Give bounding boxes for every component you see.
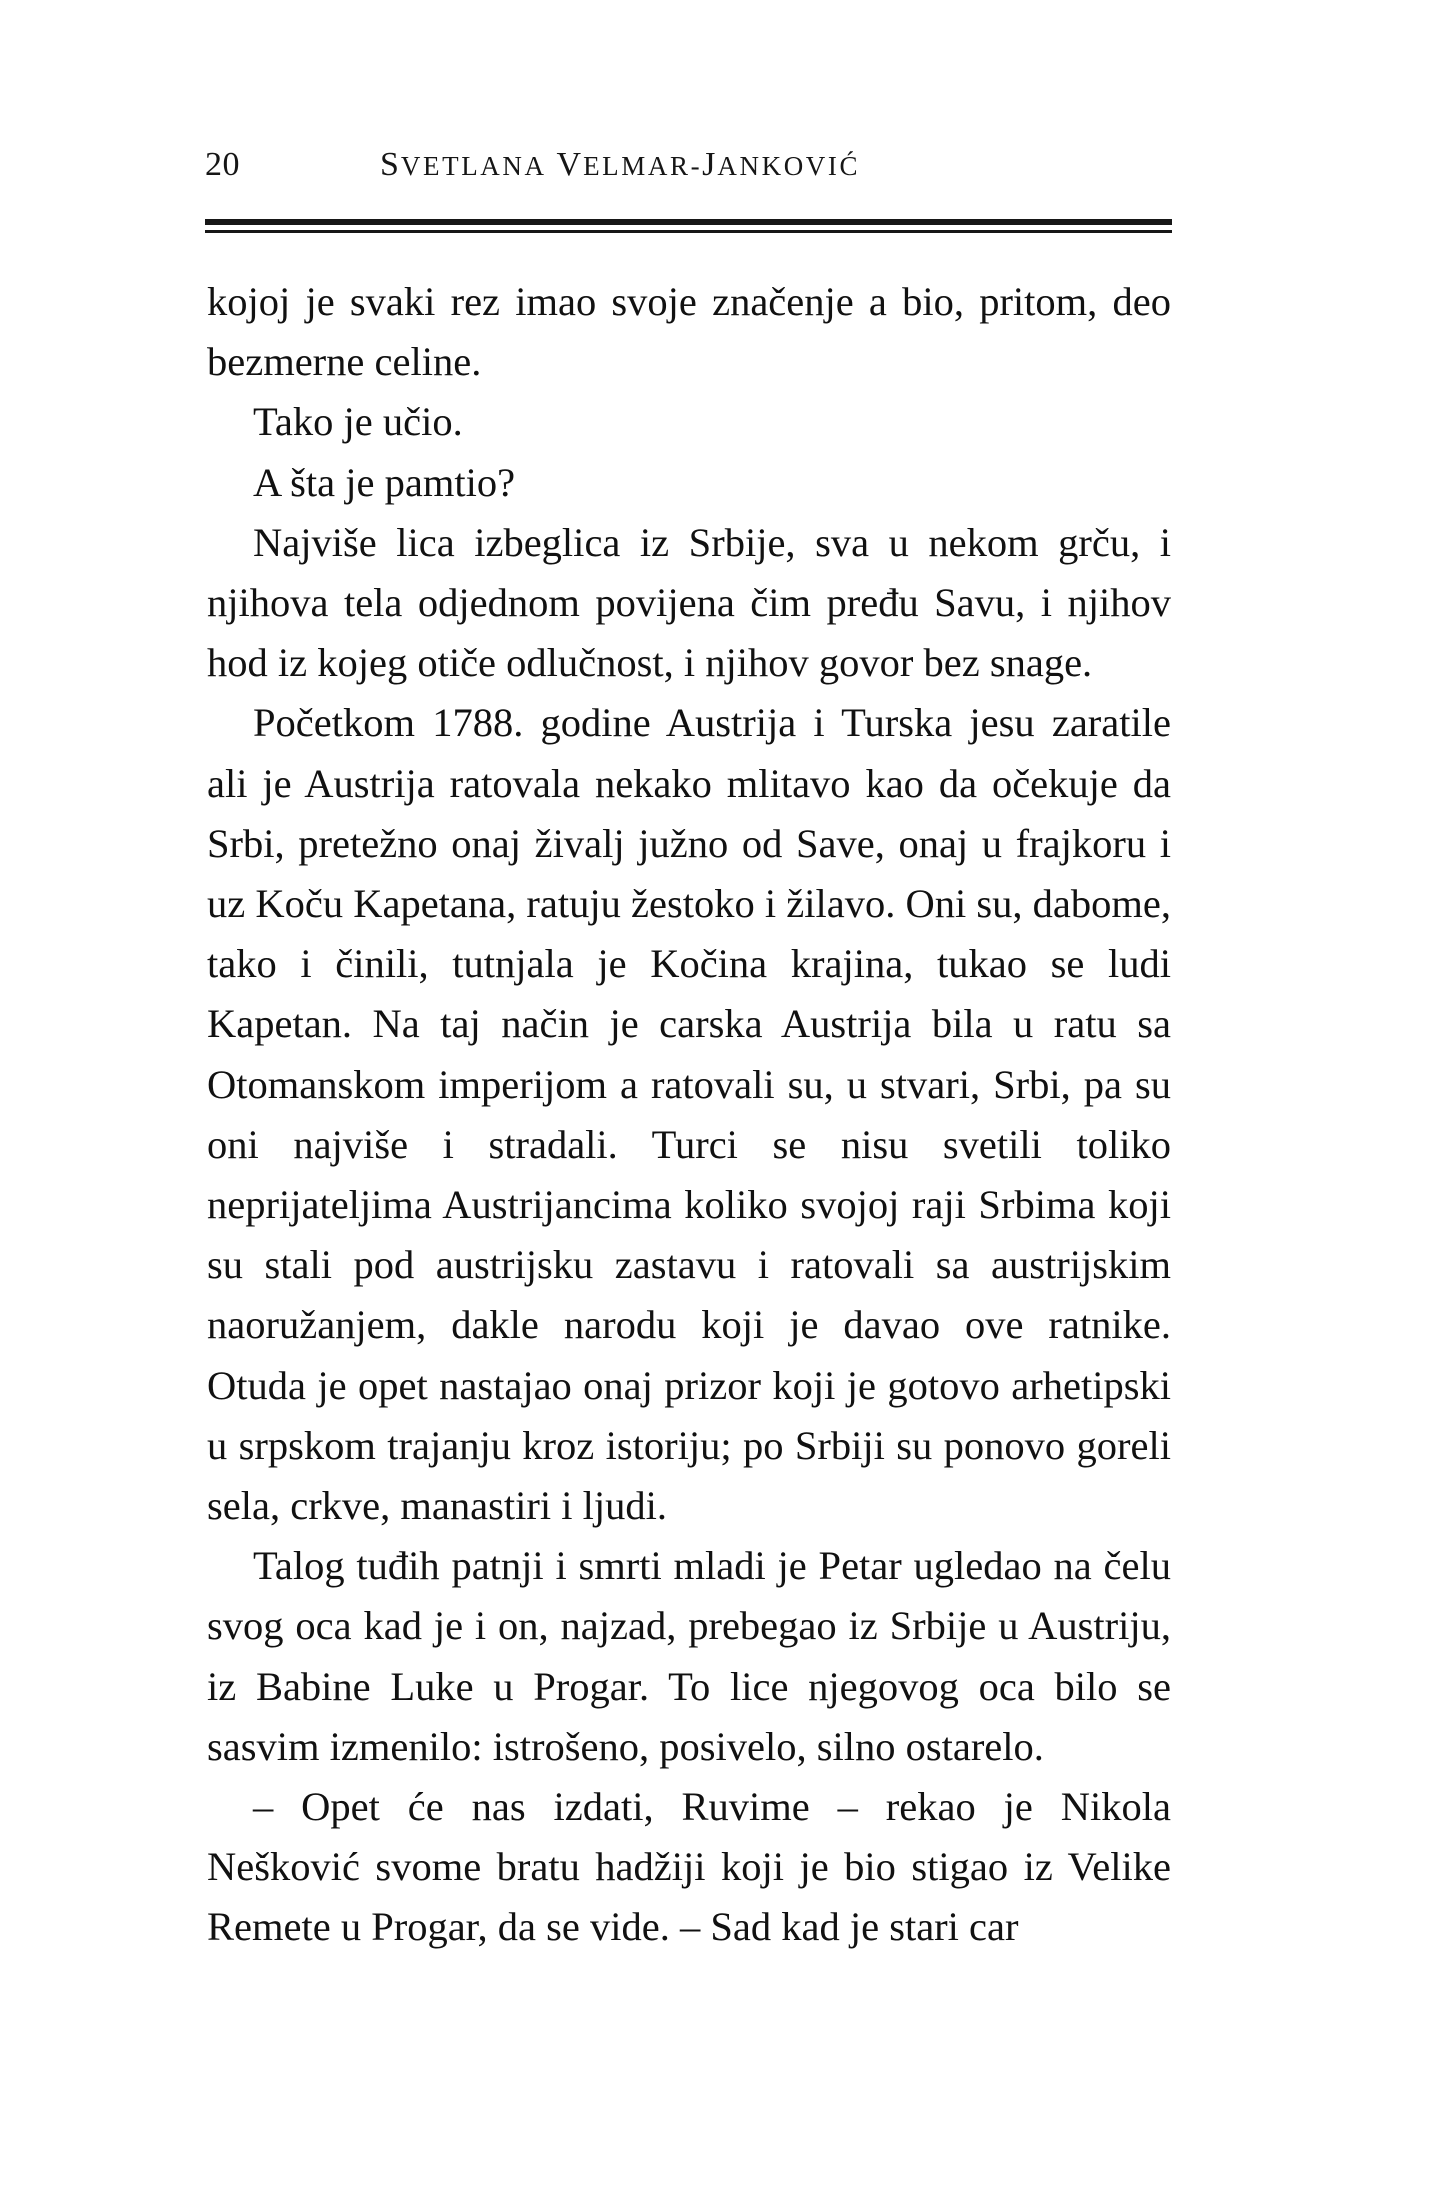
- running-head-initial-j: J: [702, 146, 718, 183]
- paragraph-tako-je-ucio: Tako je učio.: [253, 399, 463, 445]
- running-head-title: [380, 148, 860, 182]
- header-rule-thin: [205, 230, 1172, 233]
- body-text-column: [207, 272, 1171, 1958]
- paragraph-opet-ce-nas-izdati: – Opet će nas izdati, Ruvime – rekao je Nikola Nešković svome bratu hadžiji koji je bio stigao iz Velike Remete u Progar, da se vide. – Sad kad je stari car: [207, 1784, 1171, 1950]
- running-head: [205, 148, 1170, 196]
- running-head-initial-s: S: [380, 146, 401, 183]
- running-head-word-svetlana: VETLANA: [400, 151, 547, 181]
- paragraph-continued: kojoj je svaki rez imao svoje značenje a bio, pritom, deo bezmerne celine.: [207, 279, 1171, 385]
- header-double-rule: [205, 219, 1172, 233]
- running-head-word-velmar: ELMAR-: [583, 151, 703, 181]
- paragraph-najvise-lica: Najviše lica izbeglica iz Srbije, sva u nekom grču, i njihova tela odjednom povijena čim pređu Savu, i njihov hod iz kojeg otiče odlučnost, i njihov govor bez snage.: [207, 519, 1171, 686]
- page-number: 20: [205, 146, 240, 183]
- running-head-initial-v: V: [556, 146, 584, 183]
- paragraph-a-sta-je-pamtio: A šta je pamtio?: [253, 459, 516, 505]
- paragraph-pocetkom-1788: Početkom 1788. godine Austrija i Turska jesu zaratile ali je Austrija ratovala nekako mlitavo kao da očekuje da Srbi, pretežno onaj živalj južno od Save, onaj u frajkoru i uz Koču Kapetana, ratuju žestoko i žilavo. Oni su, dabome, tako i činili, tutnjala je Kočina krajina, tukao se ludi Kapetan. Na taj način je carska Austrija bila u ratu sa Otomanskom imperijom a ratovali su, u stvari, Srbi, pa su oni najviše i stradali. Turci se nisu svetili toliko neprijateljima Austrijancima koliko svojoj raji Srbima koji su stali pod austrijsku zastavu i ratovali sa austrijskim naoružanjem, dakle narodu koji je davao ove ratnike. Otuda je opet nastajao onaj prizor koji je gotovo arhetipski u srpskom trajanju kroz istoriju; po Srbiji su ponovo goreli sela, crkve, manastiri i ljudi.: [207, 700, 1171, 1529]
- running-head-word-jankovic: ANKOVIĆ: [717, 151, 861, 181]
- paragraph-talog-tudih-patnji: Talog tuđih patnji i smrti mladi je Petar ugledao na čelu svog oca kad je i on, najzad, prebegao iz Srbije u Austriju, iz Babine Luke u Progar. To lice njegovog oca bilo se sasvim izmenilo: istrošeno, posivelo, silno ostarelo.: [207, 1543, 1171, 1769]
